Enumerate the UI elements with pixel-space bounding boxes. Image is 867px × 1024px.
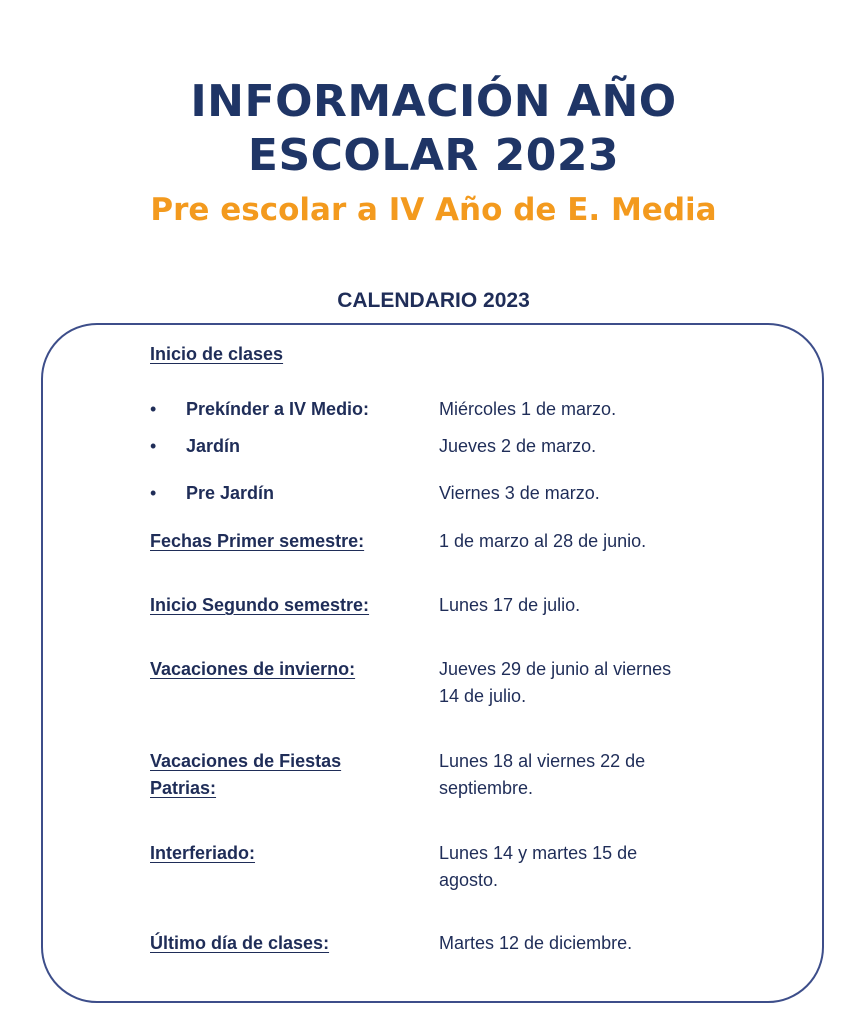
inicio-de-clases-label: Inicio de clases — [150, 344, 284, 364]
fiestas-patrias-value-line2: septiembre. — [439, 778, 534, 798]
fiestas-patrias-value-line1: Lunes 18 al viernes 22 de — [439, 751, 646, 771]
bullet-value-jardin: Jueves 2 de marzo. — [439, 436, 597, 456]
ultimo-dia-value: Martes 12 de diciembre. — [439, 933, 633, 953]
bullet-icon: • — [150, 399, 157, 419]
bullet-label-pre-jardin: Pre Jardín — [186, 483, 275, 503]
title-line-2: ESCOLAR 2023 — [247, 130, 620, 181]
primer-semestre-value: 1 de marzo al 28 de junio. — [439, 531, 647, 551]
bullet-icon: • — [150, 436, 157, 456]
segundo-semestre-value: Lunes 17 de julio. — [439, 595, 581, 615]
interferiado-value-line2: agosto. — [439, 870, 499, 890]
title-line-1: INFORMACIÓN AÑO — [190, 76, 677, 127]
interferiado-value-line1: Lunes 14 y martes 15 de — [439, 843, 638, 863]
vacaciones-invierno-label: Vacaciones de invierno: — [150, 659, 356, 679]
bullet-icon: • — [150, 483, 157, 503]
bullet-label-prekinder: Prekínder a IV Medio: — [186, 399, 370, 419]
vacaciones-invierno-value-line2: 14 de julio. — [439, 686, 527, 706]
primer-semestre-label: Fechas Primer semestre: — [150, 531, 365, 551]
vacaciones-invierno-value-line1: Jueves 29 de junio al viernes — [439, 659, 672, 679]
subtitle: Pre escolar a IV Año de E. Media — [150, 192, 717, 228]
fiestas-patrias-label-line1: Vacaciones de Fiestas — [150, 751, 342, 771]
interferiado-label: Interferiado: — [150, 843, 256, 863]
calendar-heading: CALENDARIO 2023 — [337, 289, 530, 312]
bullet-value-pre-jardin: Viernes 3 de marzo. — [439, 483, 600, 503]
segundo-semestre-label: Inicio Segundo semestre: — [150, 595, 370, 615]
ultimo-dia-label: Último día de clases: — [150, 933, 330, 953]
fiestas-patrias-label-line2: Patrias: — [150, 778, 217, 798]
bullet-value-prekinder: Miércoles 1 de marzo. — [439, 399, 617, 419]
bullet-label-jardin: Jardín — [186, 436, 241, 456]
